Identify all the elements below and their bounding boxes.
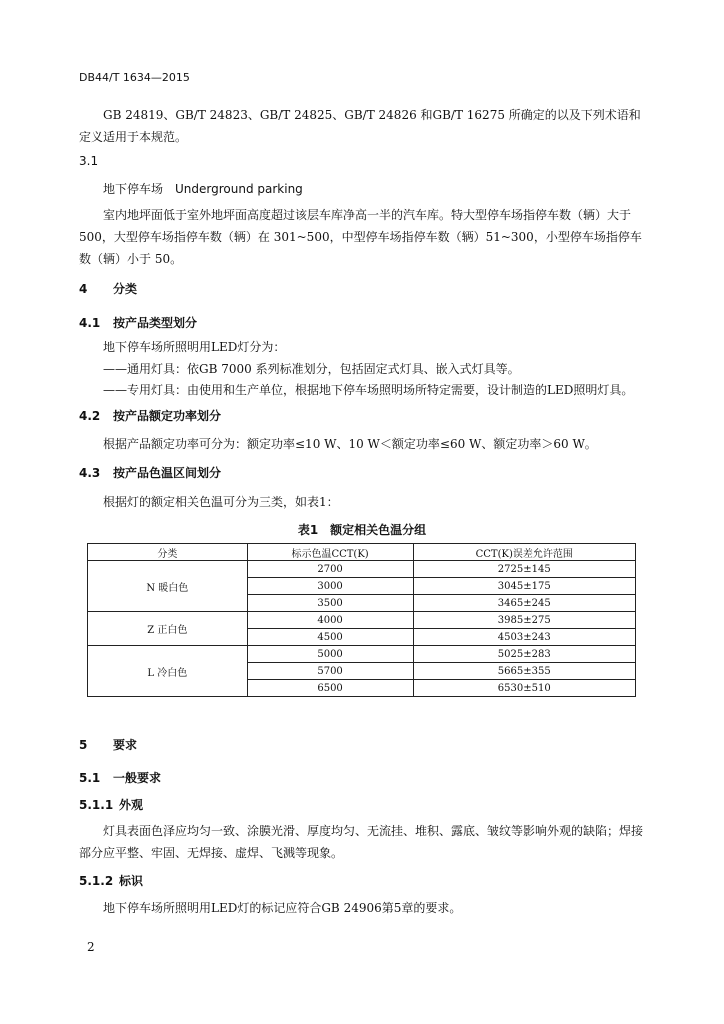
cct-group-table [87,543,636,697]
section-number: 5.1 [79,771,101,785]
table-header-row [88,544,636,561]
section-5-1-2-text: 地下停车场所照明用LED灯的标记应符合GB 24906第5章的要求。 [103,901,462,915]
section-title: 按产品类型划分 [113,316,198,330]
table-cell-tolerance: 3985±275 [413,612,636,629]
table-cell-cct: 6500 [247,680,413,697]
term-definition: 室内地坪面低于室外地坪面高度超过该层车库净高一半的汽车库。特大型停车场指停车数（辆）大于 500，大型停车场指停车数（辆）在 301~500，中型停车场指停车数（辆）51~300，小型停车场指停车数（辆）小于 50。 [79,208,642,266]
table-cell-tolerance: 5025±283 [413,646,636,663]
table-cell-tolerance: 4503±243 [413,629,636,646]
section-4-3-text: 根据灯的额定相关色温可分为三类，如表1： [103,495,339,509]
section-4-2-heading [79,407,221,424]
section-title: 外观 [119,798,144,812]
clause-3-1-number: 3.1 [79,154,99,168]
table-cell-cct: 3000 [247,578,413,595]
table-caption: 表1 额定相关色温分组 [297,523,427,537]
section-title: 按产品色温区间划分 [113,466,222,480]
section-5-1-1-text: 灯具表面色泽应均匀一致、涂膜光滑、厚度均匀、无流挂、堆积、露底、皱纹等影响外观的缺陷；焊接部分应平整、牢固、无焊接、虚焊、飞溅等现象。 [79,824,644,860]
term-underground-parking: 地下停车场 Underground parking [103,182,303,196]
table-cell-tolerance: 2725±145 [413,561,636,578]
table-header-tolerance: CCT(K)误差允许范围 [413,544,636,561]
table-cell-tolerance: 5665±355 [413,663,636,680]
table-cell-cct: 4000 [247,612,413,629]
document-code-header: DB44/T 1634—2015 [79,71,190,84]
group-label-cool-white: L 冷白色 [88,646,248,697]
section-5-1-2-heading [79,872,143,889]
table-cell-cct: 2700 [247,561,413,578]
section-number: 4.1 [79,316,101,330]
section-4-heading [79,280,137,297]
table-cell-cct: 5700 [247,663,413,680]
table-header-category: 分类 [88,544,248,561]
section-number: 5.1.2 [79,874,114,888]
section-number: 4.3 [79,466,101,480]
section-title: 按产品额定功率划分 [113,409,222,423]
page-number: 2 [87,940,95,954]
table-row [88,646,636,663]
section-title: 分类 [113,282,138,296]
table-row [88,612,636,629]
table-cell-cct: 3500 [247,595,413,612]
group-label-neutral-white: Z 正白色 [88,612,248,646]
section-5-1-heading [79,769,161,786]
section-4-3-heading [79,464,221,481]
section-5-1-1-heading [79,796,143,813]
intro-paragraph: GB 24819、GB/T 24823、GB/T 24825、GB/T 24826 和GB/T 16275 所确定的以及下列术语和定义适用于本规范。 [79,108,641,144]
section-number: 5 [79,738,88,752]
section-number: 4 [79,282,88,296]
group-label-warm-white: N 暖白色 [88,561,248,612]
table-cell-tolerance: 3465±245 [413,595,636,612]
section-4-1-heading [79,314,197,331]
list-item-general-luminaire: ——通用灯具：依GB 7000 系列标准划分，包括固定式灯具、嵌入式灯具等。 [103,362,520,376]
section-title: 一般要求 [113,771,162,785]
section-number: 5.1.1 [79,798,114,812]
section-number: 4.2 [79,409,101,423]
table-cell-tolerance: 6530±510 [413,680,636,697]
list-item-special-luminaire: ——专用灯具：由使用和生产单位，根据地下停车场照明场所特定需要，设计制造的LED照明灯具。 [103,383,634,397]
table-row [88,561,636,578]
table-header-cct: 标示色温CCT(K) [247,544,413,561]
section-4-1-lead: 地下停车场所照明用LED灯分为： [103,340,286,354]
section-title: 标识 [119,874,144,888]
section-4-2-text: 根据产品额定功率可分为：额定功率≤10 W、10 W＜额定功率≤60 W、额定功率＞60 W。 [103,437,597,451]
section-title: 要求 [113,738,138,752]
table-cell-cct: 4500 [247,629,413,646]
table-cell-cct: 5000 [247,646,413,663]
section-5-heading [79,736,137,753]
table-cell-tolerance: 3045±175 [413,578,636,595]
